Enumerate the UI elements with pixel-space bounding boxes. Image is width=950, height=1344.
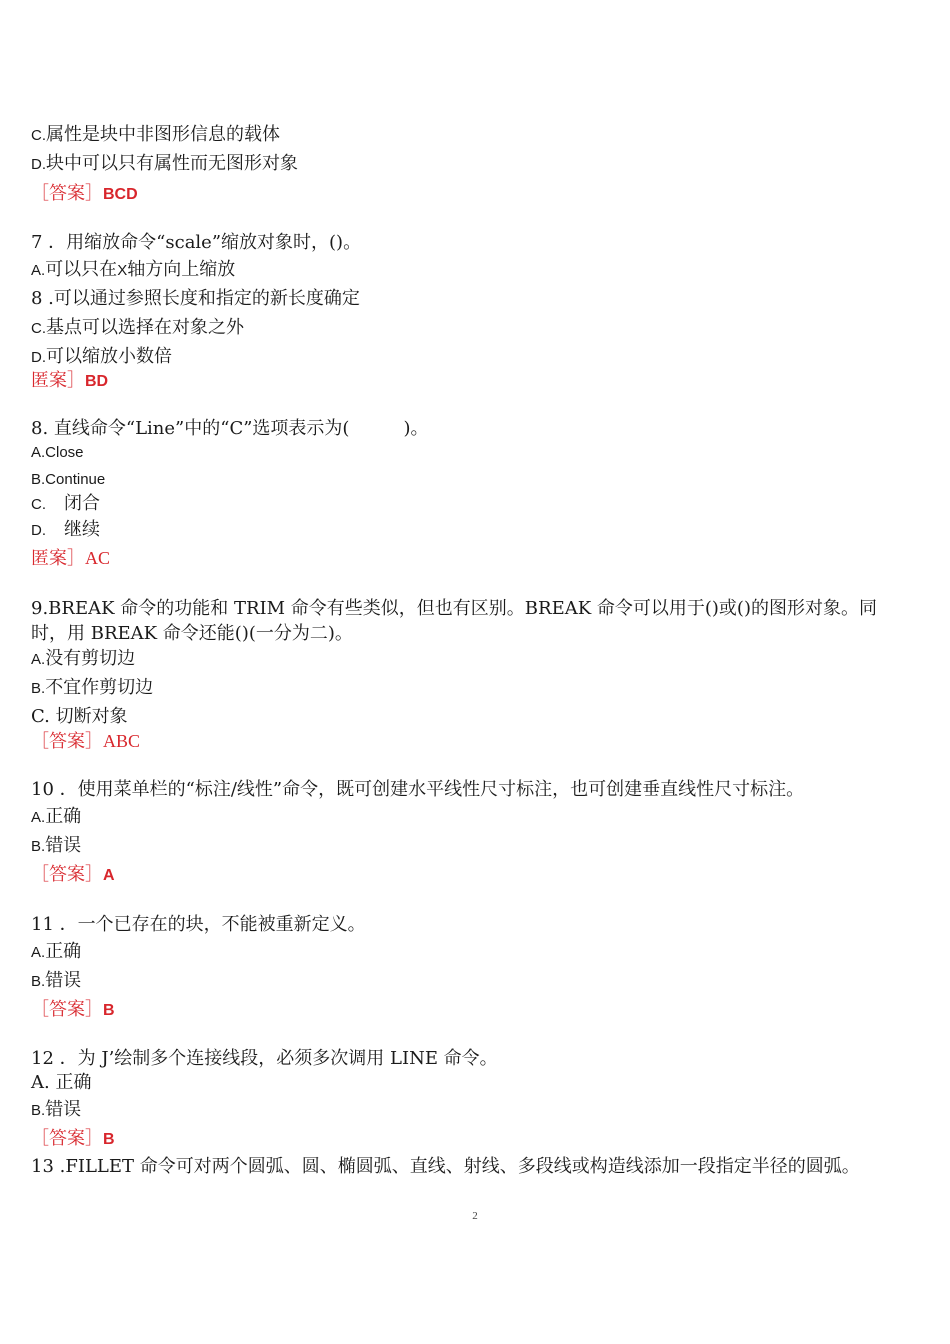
option-c: C.基点可以选择在对象之外 xyxy=(31,317,244,338)
option-a: A.可以只在X轴方向上缩放 xyxy=(31,259,236,280)
question-8: 8. 直线命令“Line”中的“C”选项表示为( )。 xyxy=(31,418,429,439)
answer-line: ［答案］ABC xyxy=(31,731,141,752)
answer-line: ［答案］A xyxy=(31,864,115,885)
option-b: B.Continue xyxy=(31,471,106,488)
question-8-fragment: 8 .可以通过参照长度和指定的新长度确定 xyxy=(31,288,360,309)
option-d: D.可以缩放小数倍 xyxy=(31,346,172,367)
option-a: A.正确 xyxy=(31,806,82,827)
option-a: A.Close xyxy=(31,444,84,461)
option-c: C. 闭合 xyxy=(31,493,100,514)
question-11: 11 ．一个已存在的块，不能被重新定义。 xyxy=(31,914,366,935)
option-a: A.正确 xyxy=(31,941,82,962)
question-10: 10 ．使用菜单栏的“标注/线性”命令，既可创建水平线性尺寸标注，也可创建垂直线性尺寸标注。 xyxy=(31,779,805,800)
option-a: A. 正确 xyxy=(31,1072,92,1093)
option-b: B.错误 xyxy=(31,1099,82,1120)
option-a: A.没有剪切边 xyxy=(31,648,136,669)
question-13: 13 .FILLET 命令可对两个圆弧、圆、椭圆弧、直线、射线、多段线或构造线添加一段指定半径的圆弧。 xyxy=(31,1156,860,1177)
option-d: D.块中可以只有属性而无图形对象 xyxy=(31,153,298,174)
answer-line: 匿案］BD xyxy=(31,370,109,391)
question-9: 9.BREAK 命令的功能和 TRIM 命令有些类似，但也有区别。BREAK 命令可以用于()或()的图形对象。同时，用 BREAK 命令还能()(一分为二)。 xyxy=(31,598,877,644)
option-c: C.属性是块中非图形信息的载体 xyxy=(31,124,280,145)
option-b: B.不宜作剪切边 xyxy=(31,677,154,698)
option-c: C. 切断对象 xyxy=(31,706,128,727)
option-b: B.错误 xyxy=(31,835,82,856)
option-b: B.错误 xyxy=(31,970,82,991)
question-12: 12 ．为 J’绘制多个连接线段，必须多次调用 LINE 命令。 xyxy=(31,1048,498,1069)
page-number: 2 xyxy=(472,1210,478,1222)
answer-line: ［答案］B xyxy=(31,1128,115,1149)
question-7: 7 ．用缩放命令“scale”缩放对象时，()。 xyxy=(31,232,362,253)
answer-line: 匿案］AC xyxy=(31,548,111,569)
answer-line: ［答案］BCD xyxy=(31,183,138,204)
answer-line: ［答案］B xyxy=(31,999,115,1020)
option-d: D. 继续 xyxy=(31,519,100,540)
